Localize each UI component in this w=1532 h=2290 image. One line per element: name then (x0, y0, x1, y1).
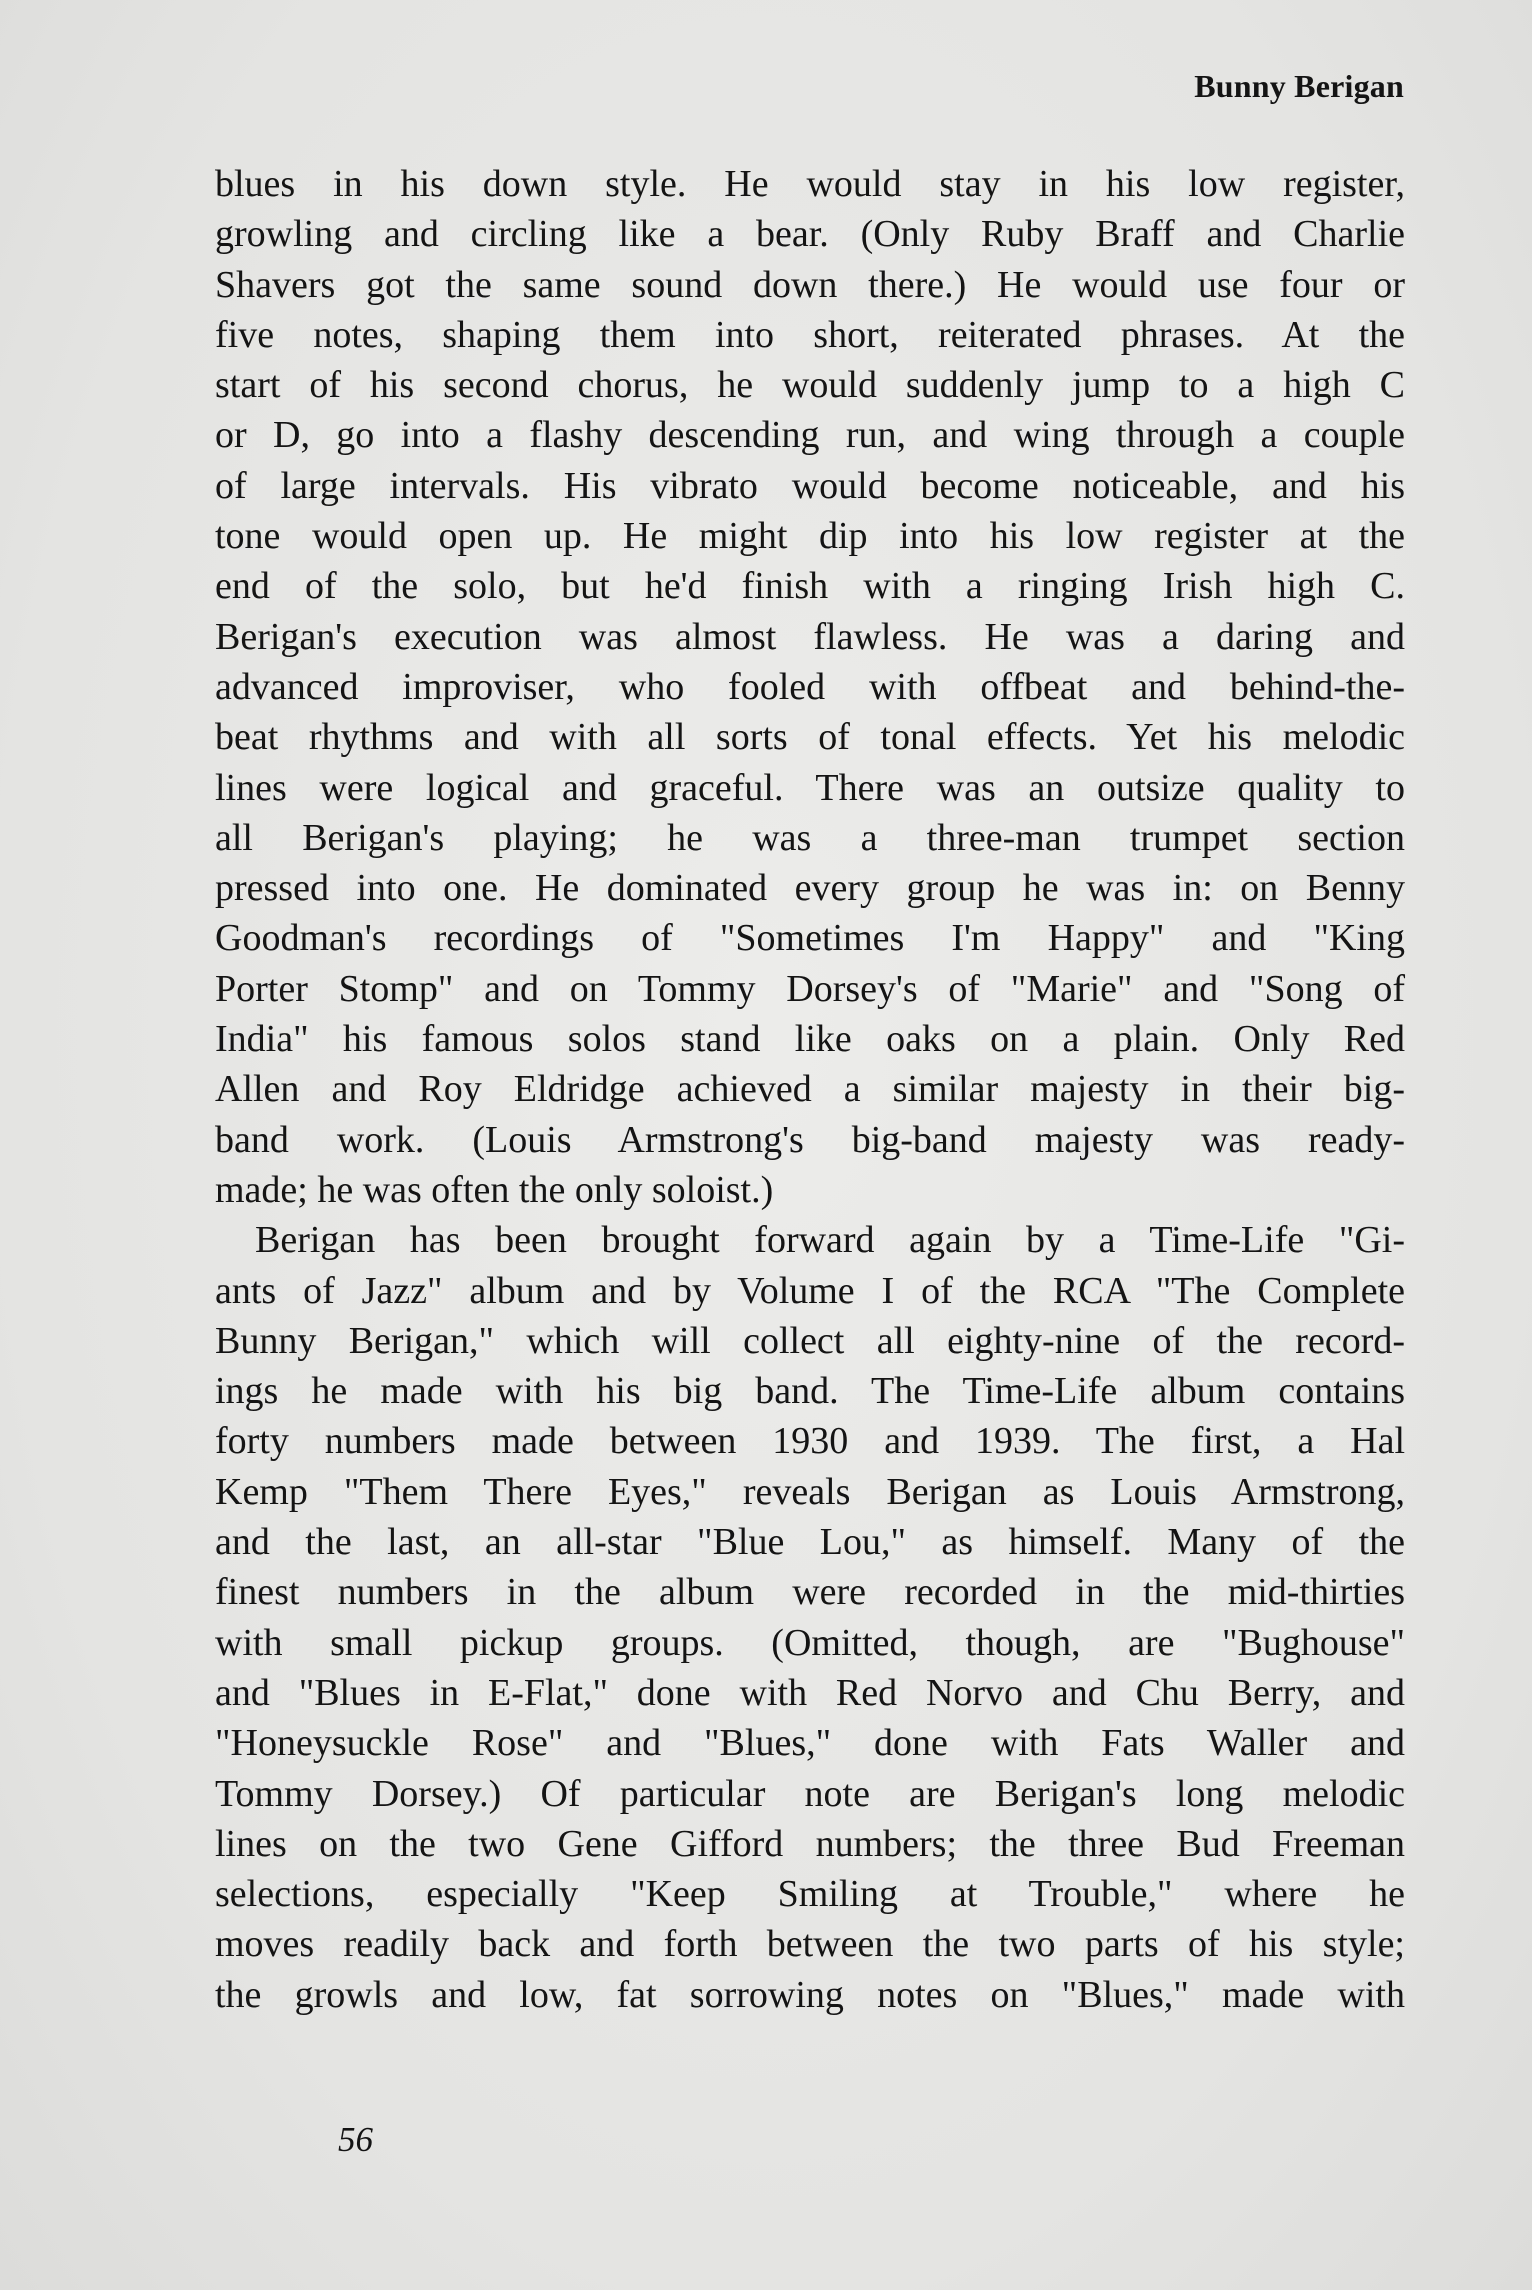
text-line: Allen and Roy Eldridge achieved a similar majesty in their big- (215, 1068, 1405, 1111)
text-line: and the last, an all-star "Blue Lou," as himself. Many of the (215, 1521, 1405, 1564)
text-line: five notes, shaping them into short, reiterated phrases. At the (215, 313, 1405, 356)
text-line: lines on the two Gene Gifford numbers; the three Bud Freeman (215, 1822, 1405, 1865)
text-line: Berigan has been brought forward again by a Time-Life "Gi- (255, 1219, 1405, 1262)
text-line: tone would open up. He might dip into his low register at the (215, 515, 1405, 558)
text-line: lines were logical and graceful. There was an outsize quality to (215, 766, 1405, 809)
text-line: end of the solo, but he'd finish with a ringing Irish high C. (215, 565, 1405, 608)
text-line: with small pickup groups. (Omitted, though, are "Bughouse" (215, 1621, 1405, 1664)
text-line: advanced improviser, who fooled with offbeat and behind-the- (215, 665, 1405, 708)
text-line: Kemp "Them There Eyes," reveals Berigan as Louis Armstrong, (215, 1470, 1405, 1513)
text-line: Porter Stomp" and on Tommy Dorsey's of "Marie" and "Song of (215, 967, 1405, 1010)
text-line: Berigan's execution was almost flawless. He was a daring and (215, 615, 1405, 658)
text-line: pressed into one. He dominated every group he was in: on Benny (215, 867, 1405, 910)
text-line: Goodman's recordings of "Sometimes I'm Happy" and "King (215, 917, 1405, 960)
text-line: growling and circling like a bear. (Only Ruby Braff and Charlie (215, 213, 1405, 256)
text-line: blues in his down style. He would stay in his low register, (215, 163, 1405, 205)
text-line: moves readily back and forth between the two parts of his style; (215, 1923, 1405, 1966)
text-line: band work. (Louis Armstrong's big-band majesty was ready- (215, 1118, 1405, 1161)
text-line: start of his second chorus, he would suddenly jump to a high C (215, 364, 1405, 407)
text-line: of large intervals. His vibrato would become noticeable, and his (215, 464, 1405, 507)
text-line: India" his famous solos stand like oaks on a plain. Only Red (215, 1018, 1405, 1061)
text-line: Shavers got the same sound down there.) He would use four or (215, 263, 1405, 306)
text-line: forty numbers made between 1930 and 1939. The first, a Hal (215, 1420, 1405, 1463)
text-line: selections, especially "Keep Smiling at Trouble," where he (215, 1873, 1405, 1916)
text-line: finest numbers in the album were recorded in the mid-thirties (215, 1571, 1405, 1614)
text-line: the growls and low, fat sorrowing notes on "Blues," made with (215, 1973, 1405, 2016)
page-number: 56 (338, 2120, 373, 2159)
running-head: Bunny Berigan (1194, 68, 1404, 104)
text-line: made; he was often the only soloist.) (215, 1168, 774, 1211)
text-line: "Honeysuckle Rose" and "Blues," done with Fats Waller and (215, 1722, 1405, 1765)
text-line: and "Blues in E-Flat," done with Red Norvo and Chu Berry, and (215, 1671, 1405, 1714)
body-text (215, 159, 1405, 2020)
text-line: or D, go into a flashy descending run, and wing through a couple (215, 414, 1405, 457)
text-line: Bunny Berigan," which will collect all eighty-nine of the record- (215, 1319, 1405, 1362)
text-line: all Berigan's playing; he was a three-man trumpet section (215, 816, 1405, 859)
text-line: ants of Jazz" album and by Volume I of the RCA "The Complete (215, 1269, 1405, 1312)
text-line: Tommy Dorsey.) Of particular note are Berigan's long melodic (215, 1772, 1405, 1815)
text-line: ings he made with his big band. The Time-Life album contains (215, 1370, 1405, 1413)
text-line: beat rhythms and with all sorts of tonal effects. Yet his melodic (215, 716, 1405, 759)
